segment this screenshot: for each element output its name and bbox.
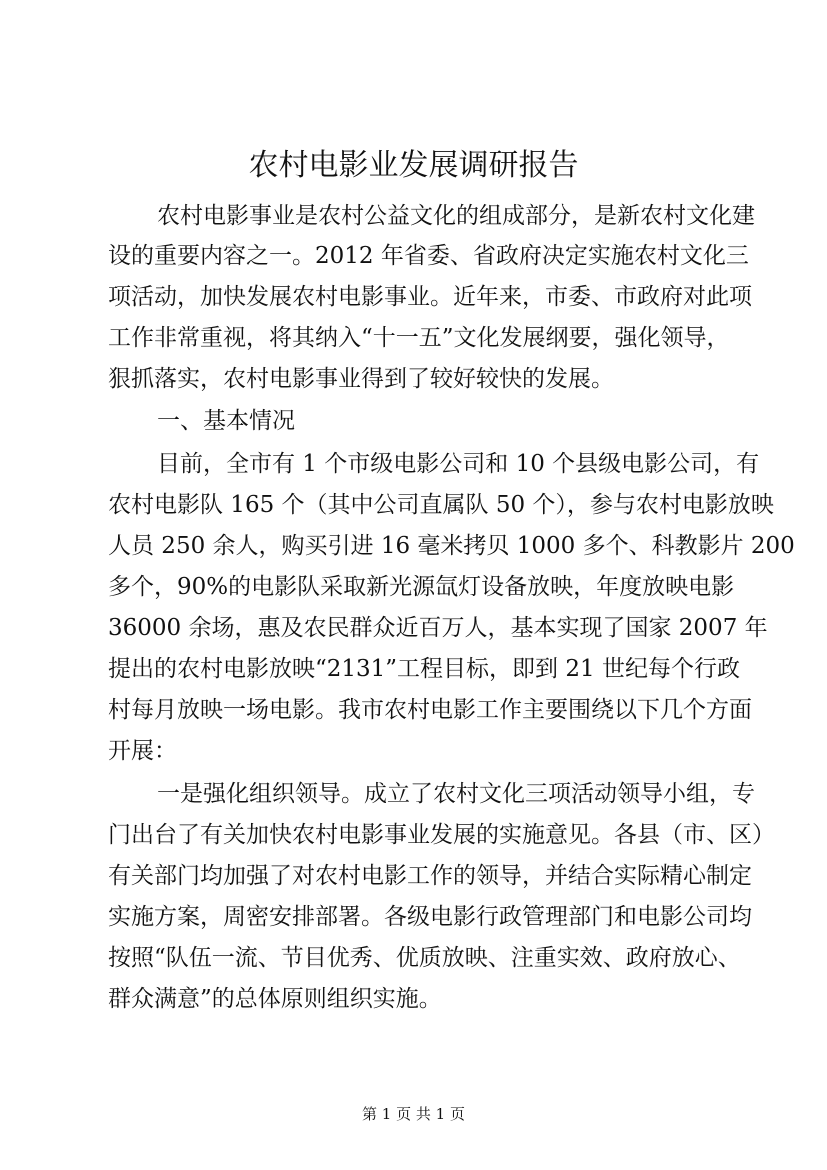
paragraph-line: 目前，全市有 1 个市级电影公司和 10 个县级电影公司，有 [157, 451, 760, 477]
paragraph-line: 农村电影事业是农村公益文化的组成部分，是新农村文化建 [157, 203, 755, 229]
paragraph-line: 开展： [108, 738, 177, 764]
paragraph-line: 村每月放映一场电影。我市农村电影工作主要围绕以下几个方面 [108, 697, 752, 723]
section-heading: 一、基本情况 [157, 408, 295, 434]
paragraph-line: 群众满意”的总体原则组织实施。 [108, 986, 442, 1012]
paragraph-line: 人员 250 余人，购买引进 16 毫米拷贝 1000 多个、科教影片 200 [108, 533, 795, 559]
paragraph-line: 项活动，加快发展农村电影事业。近年来，市委、市政府对此项 [108, 284, 752, 310]
paragraph-line: 有关部门均加强了对农村电影工作的领导，并结合实际精心制定 [108, 863, 752, 889]
paragraph-line: 按照“队伍一流、节目优秀、优质放映、注重实效、政府放心、 [108, 945, 741, 971]
page-footer: 第 1 页 共 1 页 [362, 1105, 465, 1123]
paragraph-line: 实施方案，周密安排部署。各级电影行政管理部门和电影公司均 [108, 904, 752, 930]
paragraph-line: 工作非常重视，将其纳入“十一五”文化发展纲要，强化领导， [108, 325, 730, 351]
paragraph-line: 提出的农村电影放映“2131”工程目标，即到 21 世纪每个行政 [108, 656, 740, 682]
document-title: 农村电影业发展调研报告 [248, 148, 579, 183]
paragraph-line: 狠抓落实，农村电影事业得到了较好较快的发展。 [108, 366, 614, 392]
paragraph-line: 农村电影队 165 个（其中公司直属队 50 个），参与农村电影放映 [108, 492, 774, 518]
paragraph-line: 设的重要内容之一。2012 年省委、省政府决定实施农村文化三 [108, 243, 749, 269]
paragraph-line: 门出台了有关加快农村电影事业发展的实施意见。各县（市、区） [108, 822, 775, 848]
paragraph-line: 多个，90%的电影队采取新光源氙灯设备放映，年度放映电影 [108, 574, 735, 600]
paragraph-line: 36000 余场，惠及农民群众近百万人，基本实现了国家 2007 年 [108, 615, 768, 641]
paragraph-line: 一是强化组织领导。成立了农村文化三项活动领导小组，专 [157, 781, 755, 807]
